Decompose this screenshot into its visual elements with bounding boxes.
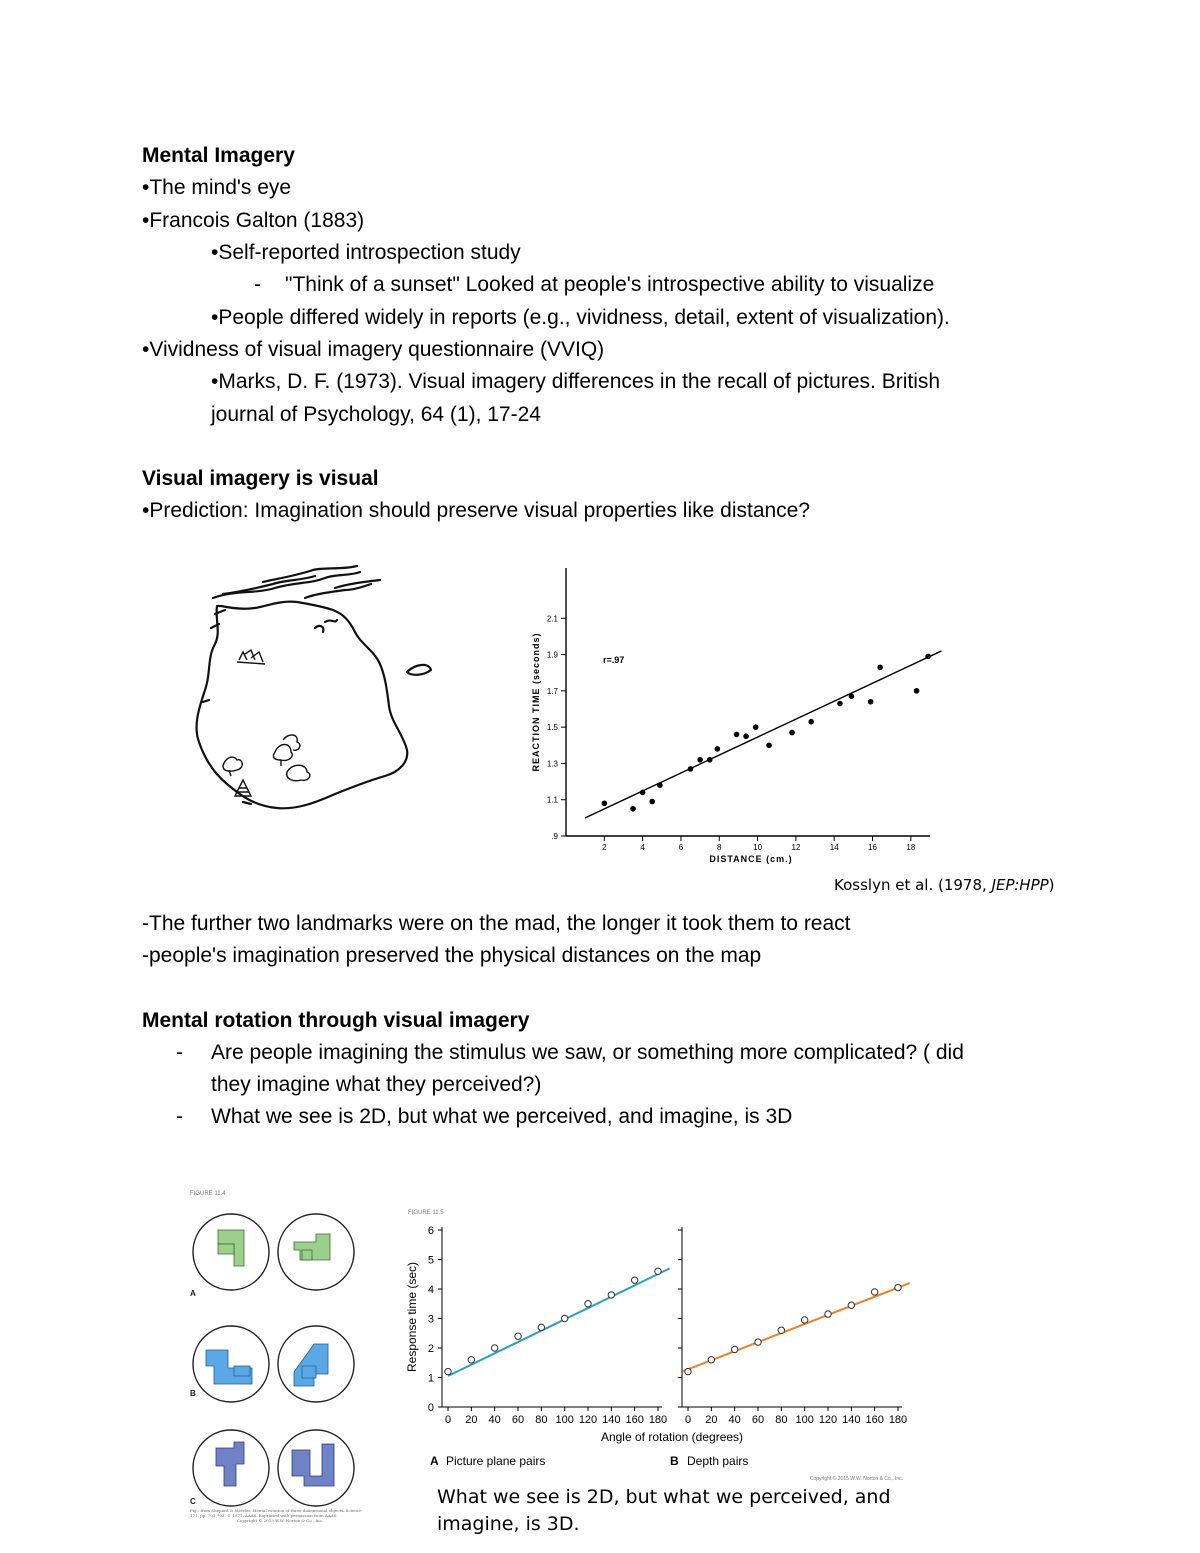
y-tick-label: 1.5 bbox=[546, 723, 558, 733]
caption-line-1: What we see is 2D, but what we perceived, and bbox=[437, 1486, 891, 1508]
data-point bbox=[778, 1327, 784, 1333]
bullet-self-report: •Self-reported introspection study bbox=[211, 241, 521, 264]
figure-source-note: Fig.: from Shepard & Metzler, Mental rotation of three-dimensional objects. Science 171, pp. 701-703. © 1971. AAAS. Reprinted with permission from AAAS. bbox=[190, 1508, 362, 1518]
panel-a-fit-line bbox=[448, 1268, 670, 1376]
mental-rotation-charts bbox=[400, 1204, 920, 1484]
data-point bbox=[848, 1302, 854, 1308]
heading-mental-imagery: Mental Imagery bbox=[142, 144, 295, 167]
data-point bbox=[877, 664, 883, 670]
data-point bbox=[837, 701, 843, 707]
y-tick-label: 1.7 bbox=[546, 686, 558, 696]
rotation-x-axis-title: Angle of rotation (degrees) bbox=[600, 1430, 744, 1444]
x-tick-label: 60 bbox=[511, 1414, 525, 1426]
note-distances: -people's imagination preserved the physical distances on the map bbox=[142, 944, 762, 967]
x-tick-label: 20 bbox=[465, 1414, 478, 1426]
data-point bbox=[649, 799, 655, 805]
data-point bbox=[871, 1289, 877, 1295]
y-tick-label: .9 bbox=[551, 832, 558, 841]
data-point bbox=[697, 757, 703, 763]
data-point bbox=[468, 1357, 474, 1363]
bullet-minds-eye: •The mind's eye bbox=[142, 176, 292, 199]
x-tick-label: 20 bbox=[705, 1414, 718, 1426]
y-tick-label: 1.9 bbox=[546, 650, 558, 660]
data-point bbox=[895, 1284, 901, 1290]
x-tick-label: 80 bbox=[775, 1414, 788, 1426]
x-tick-label: 140 bbox=[602, 1414, 621, 1426]
y-axis-title: REACTION TIME (seconds) bbox=[531, 632, 541, 772]
heading-mental-rotation: Mental rotation through visual imagery bbox=[142, 1009, 530, 1032]
data-point bbox=[753, 724, 759, 730]
data-point bbox=[801, 1317, 807, 1323]
data-point bbox=[538, 1324, 544, 1330]
data-point bbox=[630, 806, 636, 812]
data-point bbox=[715, 746, 721, 752]
y-tick-label: 1.1 bbox=[546, 795, 558, 805]
data-point bbox=[825, 1311, 831, 1317]
data-point bbox=[491, 1345, 497, 1351]
bullet-imagining-cont: they imagine what they perceived?) bbox=[211, 1073, 542, 1096]
dash-marker: - bbox=[254, 273, 261, 296]
data-point bbox=[602, 801, 608, 807]
figure-copyright: Copyright © 2015 W.W. Norton & Co., Inc. bbox=[236, 1518, 324, 1523]
x-tick-label: 100 bbox=[555, 1414, 574, 1426]
caption-line-2: imagine, is 3D. bbox=[437, 1513, 580, 1535]
figure-11-4-label: FIGURE 11.4 bbox=[190, 1191, 226, 1197]
x-tick-label: 2 bbox=[602, 843, 607, 852]
sunset-note: "Think of a sunset" Looked at people's introspective ability to visualize bbox=[285, 273, 935, 296]
data-point bbox=[766, 742, 772, 748]
x-tick-label: 100 bbox=[795, 1414, 814, 1426]
y-tick-label: 0 bbox=[427, 1402, 434, 1414]
kosslyn-citation: Kosslyn et al. (1978, JEP:HPP) bbox=[834, 876, 1055, 894]
bullet-2d-3d: What we see is 2D, but what we perceived, and imagine, is 3D bbox=[211, 1105, 793, 1128]
y-tick-label: 4 bbox=[427, 1284, 434, 1296]
panel-b-title: Depth pairs bbox=[687, 1454, 749, 1468]
prediction-text: •Prediction: Imagination should preserve visual properties like distance? bbox=[142, 499, 811, 522]
marks-citation-cont: journal of Psychology, 64 (1), 17-24 bbox=[211, 403, 541, 426]
kosslyn-distance-chart bbox=[525, 562, 945, 874]
x-tick-label: 60 bbox=[751, 1414, 765, 1426]
dash-marker: - bbox=[176, 1105, 183, 1128]
x-tick-label: 18 bbox=[906, 843, 916, 852]
bullet-imagining: Are people imagining the stimulus we saw, or something more complicated? ( did bbox=[211, 1041, 964, 1064]
note-landmarks: -The further two landmarks were on the mad, the longer it took them to react bbox=[142, 912, 851, 935]
dash-marker: - bbox=[176, 1041, 183, 1064]
panel-b-label: B bbox=[190, 1389, 196, 1398]
data-point bbox=[914, 688, 920, 694]
data-point bbox=[734, 732, 740, 738]
data-point bbox=[708, 1357, 714, 1363]
panel-a-label: A bbox=[190, 1289, 196, 1298]
panel-b-fit-line bbox=[682, 1283, 910, 1372]
data-point bbox=[731, 1346, 737, 1352]
x-tick-label: 4 bbox=[640, 843, 645, 852]
data-point bbox=[868, 699, 874, 705]
data-point bbox=[655, 1268, 661, 1274]
data-point bbox=[789, 730, 795, 736]
shepard-metzler-figure bbox=[186, 1186, 376, 1542]
bullet-differed: •People differed widely in reports (e.g., vividness, detail, extent of visualization). bbox=[211, 306, 950, 329]
y-tick-label: 3 bbox=[427, 1313, 434, 1326]
bullet-marks-citation: •Marks, D. F. (1973). Visual imagery differences in the recall of pictures. British bbox=[211, 370, 941, 393]
x-tick-label: 12 bbox=[791, 843, 801, 852]
correlation-annotation: r=.97 bbox=[603, 655, 625, 665]
data-point bbox=[585, 1301, 591, 1307]
data-point bbox=[808, 719, 814, 725]
y-tick-label: 2 bbox=[427, 1343, 434, 1355]
y-tick-label: 2.1 bbox=[546, 614, 558, 624]
x-tick-label: 10 bbox=[753, 843, 763, 852]
y-tick-label: 1.3 bbox=[546, 759, 558, 769]
figure-11-5-label: FIGURE 11.5 bbox=[408, 1210, 444, 1216]
data-point bbox=[608, 1292, 614, 1298]
data-point bbox=[685, 1368, 691, 1374]
y-tick-label: 1 bbox=[427, 1372, 434, 1385]
data-point bbox=[743, 733, 749, 739]
x-tick-label: 0 bbox=[684, 1414, 692, 1426]
figure-11-5-copyright: Copyright © 2015 W.W. Norton & Co., Inc. bbox=[809, 1476, 903, 1482]
panel-c-label: C bbox=[190, 1497, 196, 1506]
x-tick-label: 8 bbox=[717, 843, 722, 852]
x-tick-label: 6 bbox=[678, 843, 684, 852]
x-tick-label: 120 bbox=[578, 1414, 598, 1426]
x-tick-label: 120 bbox=[818, 1414, 838, 1426]
panel-a-y-axis-title: Response time (sec) bbox=[405, 1261, 419, 1373]
figure-caption bbox=[437, 1484, 891, 1538]
panel-a-letter: A bbox=[430, 1454, 439, 1468]
x-tick-label: 160 bbox=[625, 1414, 644, 1426]
y-tick-label: 6 bbox=[427, 1225, 434, 1237]
data-point bbox=[561, 1315, 567, 1321]
y-tick-label: 5 bbox=[427, 1254, 434, 1267]
x-tick-label: 180 bbox=[648, 1414, 668, 1426]
bullet-galton: •Francois Galton (1883) bbox=[142, 209, 365, 232]
x-tick-label: 0 bbox=[444, 1414, 452, 1426]
x-tick-label: 16 bbox=[868, 843, 877, 852]
x-tick-label: 80 bbox=[535, 1414, 548, 1426]
data-point bbox=[515, 1333, 521, 1339]
x-tick-label: 40 bbox=[488, 1414, 501, 1426]
heading-visual-imagery: Visual imagery is visual bbox=[142, 467, 379, 490]
panel-a-title: Picture plane pairs bbox=[446, 1454, 546, 1468]
panel-b-letter: B bbox=[670, 1454, 679, 1468]
data-point bbox=[445, 1368, 451, 1374]
x-axis-title: DISTANCE (cm.) bbox=[709, 854, 793, 864]
x-tick-label: 180 bbox=[888, 1414, 908, 1426]
regression-line bbox=[585, 651, 941, 818]
x-tick-label: 140 bbox=[842, 1414, 861, 1426]
data-point bbox=[755, 1339, 761, 1345]
data-point bbox=[631, 1277, 637, 1283]
x-tick-label: 40 bbox=[728, 1414, 741, 1426]
x-tick-label: 14 bbox=[829, 843, 839, 852]
island-map-image bbox=[185, 562, 445, 824]
bullet-vviq: •Vividness of visual imagery questionnaire (VVIQ) bbox=[142, 338, 605, 361]
x-tick-label: 160 bbox=[865, 1414, 884, 1426]
